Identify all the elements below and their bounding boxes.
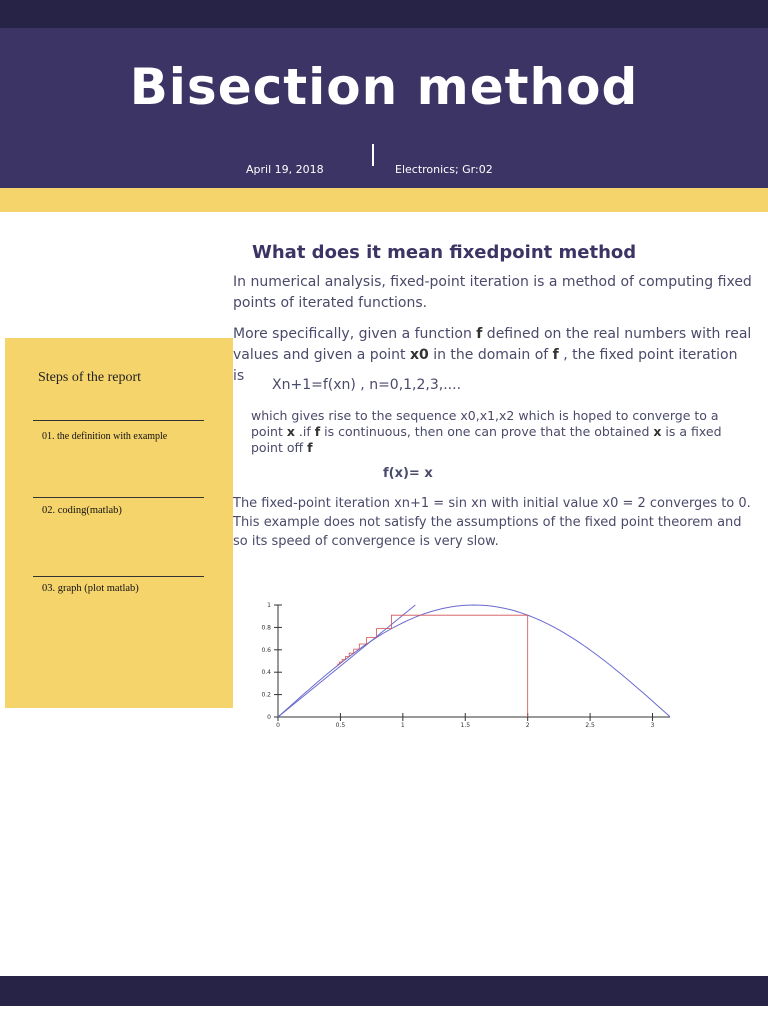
y-tick-label: 0.6 (261, 646, 271, 654)
iteration-formula: Xn+1=f(xn) , n=0,1,2,3,.... (272, 377, 462, 393)
divider (33, 576, 204, 577)
divider (33, 497, 204, 498)
y-tick-label: 0.8 (261, 624, 271, 632)
fixed-point-equation: f(x)= x (383, 466, 433, 481)
y-tick-label: 0.2 (261, 691, 271, 699)
paragraph-definition: More specifically, given a function f defined on the real numbers with real values and given a point x0 in the domain of f , the fixed point iteration is (233, 326, 752, 384)
fixed-point-chart (250, 595, 690, 740)
report-meta: Electronics; Gr:02 (395, 163, 493, 176)
x-tick-label: 1.5 (460, 722, 471, 729)
report-date: April 19, 2018 (246, 163, 324, 176)
cobweb-iteration (337, 615, 528, 717)
section-heading: What does it mean fixedpoint method (252, 242, 637, 263)
y-tick-label: 0 (267, 714, 271, 721)
step-item: 02. coding(matlab) (42, 505, 122, 516)
identity-line (278, 605, 415, 717)
step-item: 03. graph (plot matlab) (42, 583, 139, 594)
x-tick-label: 3 (650, 722, 655, 729)
accent-band (0, 188, 768, 212)
header-banner (0, 28, 768, 188)
sidebar-panel (5, 338, 233, 708)
header-separator (372, 144, 374, 166)
top-bar (0, 0, 768, 28)
paragraph-sequence: which gives rise to the sequence x0,x1,x2 which is hoped to converge to a point x .if f is continuous, then one can prove that the obtained x is a fixed point off f (251, 408, 722, 455)
paragraph-intro: In numerical analysis, fixed-point iteration is a method of computing fixed points of iterated functions. (233, 274, 752, 311)
x-tick-label: 2 (525, 722, 530, 729)
y-tick-label: 0.4 (261, 669, 271, 677)
x-tick-label: 2.5 (585, 722, 595, 729)
x-tick-label: 0.5 (335, 722, 346, 729)
sin-curve (278, 605, 670, 717)
page-title: Bisection method (129, 58, 639, 116)
x-tick-label: 0 (276, 722, 280, 729)
sidebar-title: Steps of the report (38, 370, 142, 385)
step-item: 01. the definition with example (42, 431, 168, 442)
paragraph-example: The fixed-point iteration xn+1 = sin xn with initial value x0 = 2 converges to 0. This example does not satisfy the assumptions of the fixed point theorem and so its speed of convergence is very slow. (233, 496, 751, 549)
x-tick-label: 1 (400, 722, 405, 729)
footer-bar (0, 976, 768, 1006)
y-tick-label: 1 (267, 602, 271, 609)
divider (33, 420, 204, 421)
